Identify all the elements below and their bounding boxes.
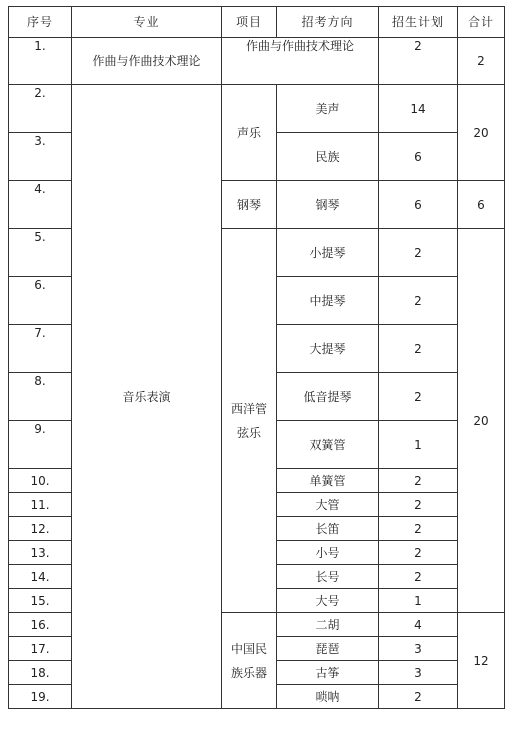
row-seq: 10. xyxy=(9,469,72,493)
header-major: 专业 xyxy=(72,7,222,38)
row-seq: 1. xyxy=(9,38,72,85)
project-western-label: 西洋管 弦乐 xyxy=(230,401,267,440)
row-seq: 19. xyxy=(9,685,72,709)
direction-cell: 琵琶 xyxy=(277,637,379,661)
project-cell-composition: 作曲与作曲技术理论 xyxy=(222,38,379,85)
plan-cell: 4 xyxy=(379,613,458,637)
direction-cell: 双簧管 xyxy=(277,421,379,469)
direction-cell: 长笛 xyxy=(277,517,379,541)
direction-cell: 单簧管 xyxy=(277,469,379,493)
total-cell-piano: 6 xyxy=(458,181,505,229)
plan-cell: 1 xyxy=(379,589,458,613)
row-seq: 9. xyxy=(9,421,72,469)
plan-cell: 2 xyxy=(379,277,458,325)
row-seq: 17. xyxy=(9,637,72,661)
table-row xyxy=(9,38,505,85)
row-seq: 12. xyxy=(9,517,72,541)
direction-cell: 美声 xyxy=(277,85,379,133)
project-cell-chinese xyxy=(222,613,277,709)
table-row xyxy=(9,85,505,133)
table-header-row xyxy=(9,7,505,38)
plan-cell: 2 xyxy=(379,541,458,565)
plan-cell: 2 xyxy=(379,517,458,541)
header-direction: 招考方向 xyxy=(277,7,379,38)
enrollment-plan-table xyxy=(8,6,505,709)
direction-cell: 民族 xyxy=(277,133,379,181)
plan-cell: 14 xyxy=(379,85,458,133)
direction-cell: 长号 xyxy=(277,565,379,589)
row-seq: 7. xyxy=(9,325,72,373)
direction-cell: 低音提琴 xyxy=(277,373,379,421)
project-chinese-label: 中国民 族乐器 xyxy=(230,641,267,680)
direction-cell: 古筝 xyxy=(277,661,379,685)
direction-cell: 钢琴 xyxy=(277,181,379,229)
header-total: 合计 xyxy=(458,7,505,38)
row-seq: 4. xyxy=(9,181,72,229)
major-cell-composition: 作曲与作曲技术理论 xyxy=(72,38,222,85)
direction-cell: 大提琴 xyxy=(277,325,379,373)
direction-cell: 中提琴 xyxy=(277,277,379,325)
plan-cell: 2 xyxy=(379,493,458,517)
total-cell-vocal: 20 xyxy=(458,85,505,181)
plan-cell: 6 xyxy=(379,181,458,229)
row-seq: 6. xyxy=(9,277,72,325)
row-seq: 14. xyxy=(9,565,72,589)
row-seq: 18. xyxy=(9,661,72,685)
plan-cell: 2 xyxy=(379,229,458,277)
project-cell-vocal: 声乐 xyxy=(222,85,277,181)
row-seq: 2. xyxy=(9,85,72,133)
header-seq: 序号 xyxy=(9,7,72,38)
row-seq: 3. xyxy=(9,133,72,181)
total-cell-western: 20 xyxy=(458,229,505,613)
row-seq: 11. xyxy=(9,493,72,517)
plan-cell: 2 xyxy=(379,325,458,373)
direction-cell: 小号 xyxy=(277,541,379,565)
direction-cell: 二胡 xyxy=(277,613,379,637)
direction-cell: 小提琴 xyxy=(277,229,379,277)
plan-cell: 3 xyxy=(379,637,458,661)
plan-cell: 2 xyxy=(379,565,458,589)
header-plan: 招生计划 xyxy=(379,7,458,38)
row-seq: 8. xyxy=(9,373,72,421)
direction-cell: 唢呐 xyxy=(277,685,379,709)
row-seq: 16. xyxy=(9,613,72,637)
total-cell-chinese: 12 xyxy=(458,613,505,709)
header-project: 项目 xyxy=(222,7,277,38)
row-seq: 5. xyxy=(9,229,72,277)
plan-cell: 1 xyxy=(379,421,458,469)
direction-cell: 大管 xyxy=(277,493,379,517)
row-seq: 13. xyxy=(9,541,72,565)
plan-cell: 2 xyxy=(379,469,458,493)
plan-cell: 6 xyxy=(379,133,458,181)
plan-cell: 2 xyxy=(379,685,458,709)
plan-cell: 2 xyxy=(379,38,458,85)
row-seq: 15. xyxy=(9,589,72,613)
project-cell-piano: 钢琴 xyxy=(222,181,277,229)
major-cell-performance: 音乐表演 xyxy=(72,85,222,709)
project-cell-western xyxy=(222,229,277,613)
plan-cell: 2 xyxy=(379,373,458,421)
plan-cell: 3 xyxy=(379,661,458,685)
direction-cell: 大号 xyxy=(277,589,379,613)
total-cell-composition: 2 xyxy=(458,38,505,85)
